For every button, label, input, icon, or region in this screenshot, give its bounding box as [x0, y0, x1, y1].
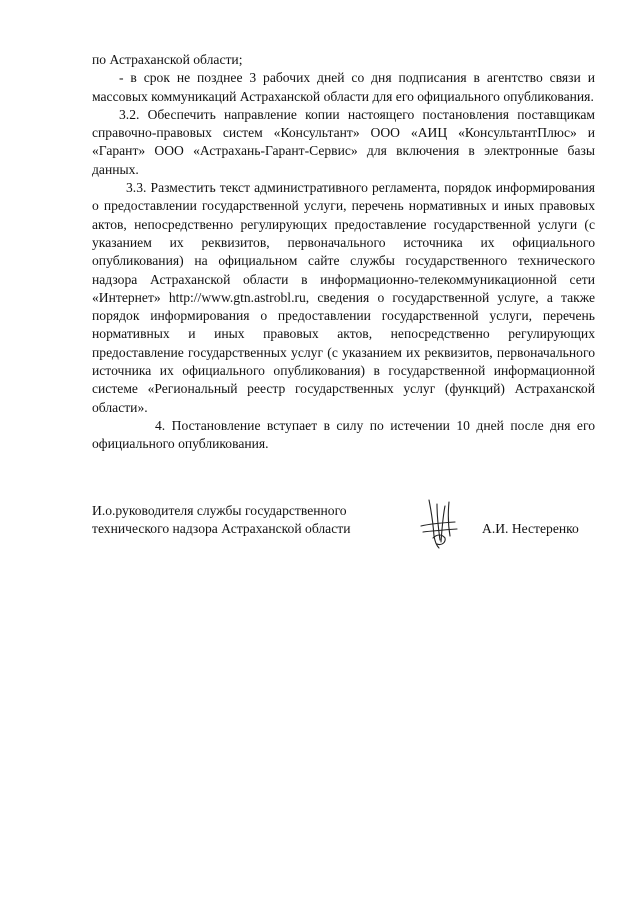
paragraph-continuation: по Астраханской области;	[92, 52, 243, 67]
signatory-name: А.И. Нестеренко	[482, 521, 579, 536]
paragraph-3-3: 3.3. Разместить текст административного регламента, порядок информирования о предоставлении государственной услуги, перечень нормативных и иных правовых актов, непосредственно регулирующих предоставление государственной услуги (с указанием их реквизитов, первоначального источника их официального опубликования) на официальном сайте службы государственного технического надзора Астраханской области в информационно-телекоммуникационной сети «Интернет» http://www.gtn.astrobl.ru, сведения о государственной услуге, а также порядок информирования о предоставлении государственной услуги, перечень нормативных и иных правовых актов, непосредственно регулирующих предоставление государственных услуг (с указанием их реквизитов, первоначального источника их официального опубликования) в государственной информационной системе «Региональный реестр государственных услуг (функций) Астраханской области».	[92, 180, 595, 415]
paragraph-3-2: 3.2. Обеспечить направление копии настоящего постановления поставщикам справочно-правовых систем «Консультант» ООО «АИЦ «КонсультантПлюс» и «Гарант» ООО «Астрахань-Гарант-Сервис» для включения в электронные базы данных.	[92, 106, 595, 177]
signatory-position	[92, 502, 402, 539]
handwritten-signature-icon	[415, 496, 463, 552]
paragraph-4: 4. Постановление вступает в силу по истечении 10 дней после дня его официального опубликования.	[92, 417, 595, 452]
document-body	[92, 51, 595, 454]
paragraph-publication-term: - в срок не позднее 3 рабочих дней со дня подписания в агентство связи и массовых коммуникаций Астраханской области для его официального опубликования.	[92, 70, 595, 104]
signatory-position-line-1: И.о.руководителя службы государственного	[92, 503, 347, 518]
signatory-position-line-2: технического надзора Астраханской области	[92, 521, 351, 537]
signature-block	[92, 502, 595, 558]
